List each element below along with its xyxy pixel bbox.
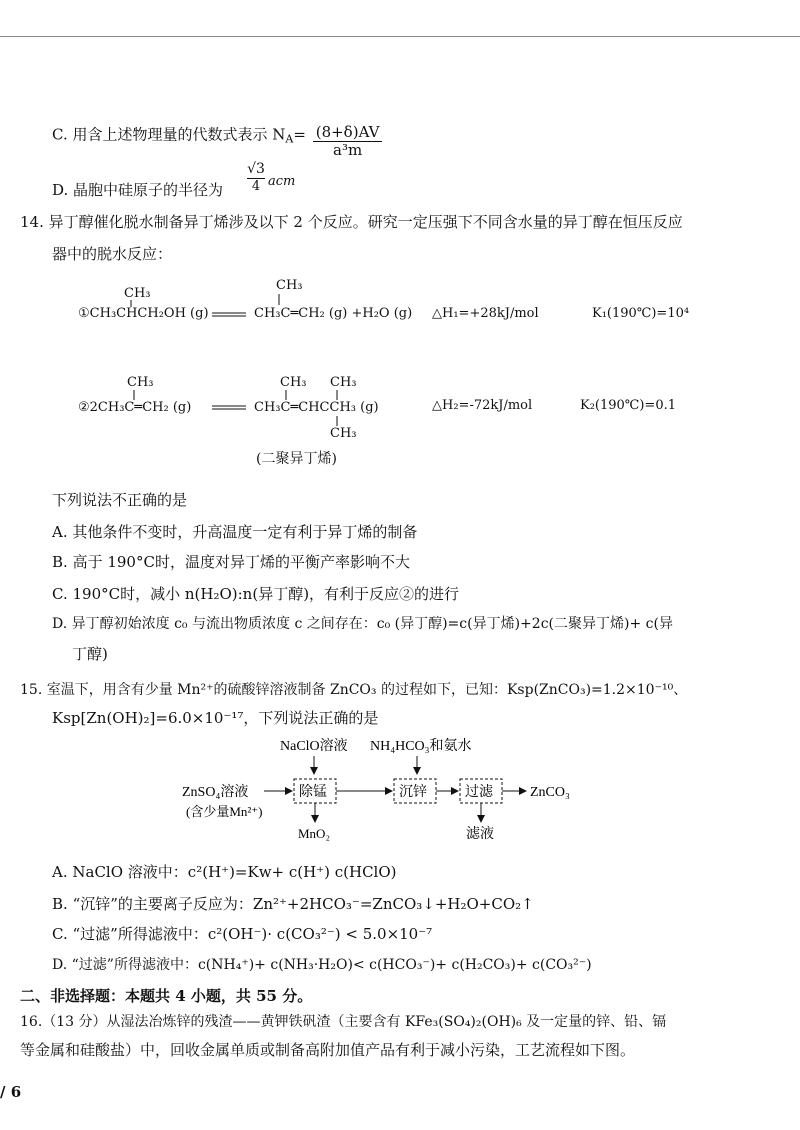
r2-left: ②2CH₃C═CH₂ (g) (78, 400, 192, 415)
q14-option-d-cont: 丁醇) (72, 645, 108, 663)
byproduct-mno2: MnO₂ (298, 826, 330, 841)
q16-line1: 16.（13 分）从湿法冶炼锌的残渣——黄钾铁矾渣（主要含有 KFe₃(SO₄)₂(OH)₆ 及一定量的锌、铅、镉 (20, 1014, 667, 1030)
q16-line2: 等金属和硅酸盐）中，回收金属单质或制备高附加值产品有利于减小污染，工艺流程如下图。 (20, 1041, 636, 1059)
r2-equilibrium-constant: K₂(190℃)=0.1 (580, 398, 676, 413)
q15-option-c: C. “过滤”所得滤液中：c²(OH⁻)· c(CO₃²⁻) < 5.0×10⁻⁷ (52, 925, 433, 943)
section2-heading: 二、非选择题：本题共 4 小题，共 55 分。 (20, 987, 313, 1005)
q13-radius-expr: √3 4 (247, 161, 265, 194)
q14-stem-line1: 14. 异丁醇催化脱水制备异丁烯涉及以下 2 个反应。研究一定压强下不同含水量的异丁醇在恒压反应 (20, 213, 683, 231)
r2-ch3-bottom: CH₃ (330, 426, 357, 441)
r1-ch3-right: CH₃ (276, 278, 303, 293)
q15-option-d: D. “过滤”所得滤液中：c(NH₄⁺)+ c(NH₃·H₂O)< c(HCO₃⁻)+ c(H₂CO₃)+ c(CO₃²⁻) (52, 957, 592, 973)
q14-option-d: D. 异丁醇初始浓度 c₀ 与流出物质浓度 c 之间存在：c₀ (异丁醇)=c(异丁烯)+2c(二聚异丁烯)+ c(异 (52, 616, 673, 632)
q14-question: 下列说法不正确的是 (52, 491, 188, 509)
step1-label: 除锰 (299, 785, 327, 800)
reagent-nh4hco3: NH₄HCO₃和氨水 (370, 739, 472, 754)
q13-option-c: C. 用含上述物理量的代数式表示 $N_A=$ $\frac{(8+\delta)AV}{\text{a³m}}$ (52, 118, 382, 153)
r1-ch3-left: CH₃ (124, 286, 151, 301)
start-note: (含少量Mn²⁺) (186, 804, 263, 819)
r2-ch3-top-b: CH₃ (330, 375, 357, 390)
r2-ch3-left: CH₃ (127, 375, 154, 390)
step2-label: 沉锌 (399, 785, 427, 800)
r1-left: ①CH₃CHCH₂OH (g) (78, 306, 209, 321)
q14-option-a: A. 其他条件不变时，升高温度一定有利于异丁烯的制备 (52, 523, 418, 541)
byproduct-filtrate: 滤液 (466, 827, 494, 842)
q14-stem-line2: 器中的脱水反应： (52, 245, 173, 263)
q15-option-b: B. “沉锌”的主要离子反应为：Zn²⁺+2HCO₃⁻=ZnCO₃↓+H₂O+CO₂↑ (52, 895, 534, 913)
q15-stem-line1: 15. 室温下，用含有少量 Mn²⁺的硫酸锌溶液制备 ZnCO₃ 的过程如下，已知：Ksp(ZnCO₃)=1.2×10⁻¹⁰、 (20, 682, 688, 698)
q15-option-a: A. NaClO 溶液中：c²(H⁺)=Kw+ c(H⁺) c(HClO) (52, 863, 397, 881)
reagent-naclo: NaClO溶液 (280, 739, 348, 754)
r2-ch3-top-a: CH₃ (280, 375, 307, 390)
q15-stem-line2: Ksp[Zn(OH)₂]=6.0×10⁻¹⁷，下列说法正确的是 (52, 709, 379, 727)
process-flow-diagram (180, 734, 600, 846)
product-znco3: ZnCO₃ (530, 785, 570, 800)
r1-right: CH₃C═CH₂ (g) +H₂O (g) (254, 306, 413, 321)
q14-option-c: C. 190°C时，减小 n(H₂O):n(异丁醇)，有利于反应②的进行 (52, 585, 460, 603)
q13-option-d: D. 晶胞中硅原子的半径为 (52, 181, 224, 199)
r1-equilibrium-constant: K₁(190℃)=10⁴ (592, 306, 690, 321)
start-znso4: ZnSO₄溶液 (182, 785, 249, 800)
r1-enthalpy: △H₁=+28kJ/mol (432, 306, 539, 321)
q13-fraction: $\frac{(8+\delta)AV}{\text{a³m}}$ (313, 124, 383, 159)
step3-label: 过滤 (465, 785, 493, 800)
q13-unit: acm (268, 174, 296, 189)
q14-option-b: B. 高于 190°C时，温度对异丁烯的平衡产率影响不大 (52, 553, 410, 571)
page-number: / 6 (0, 1083, 22, 1101)
r2-product-name: (二聚异丁烯) (256, 451, 337, 467)
r2-right: CH₃C═CHCCH₃ (g) (254, 400, 379, 415)
r2-enthalpy: △H₂=-72kJ/mol (432, 398, 533, 413)
